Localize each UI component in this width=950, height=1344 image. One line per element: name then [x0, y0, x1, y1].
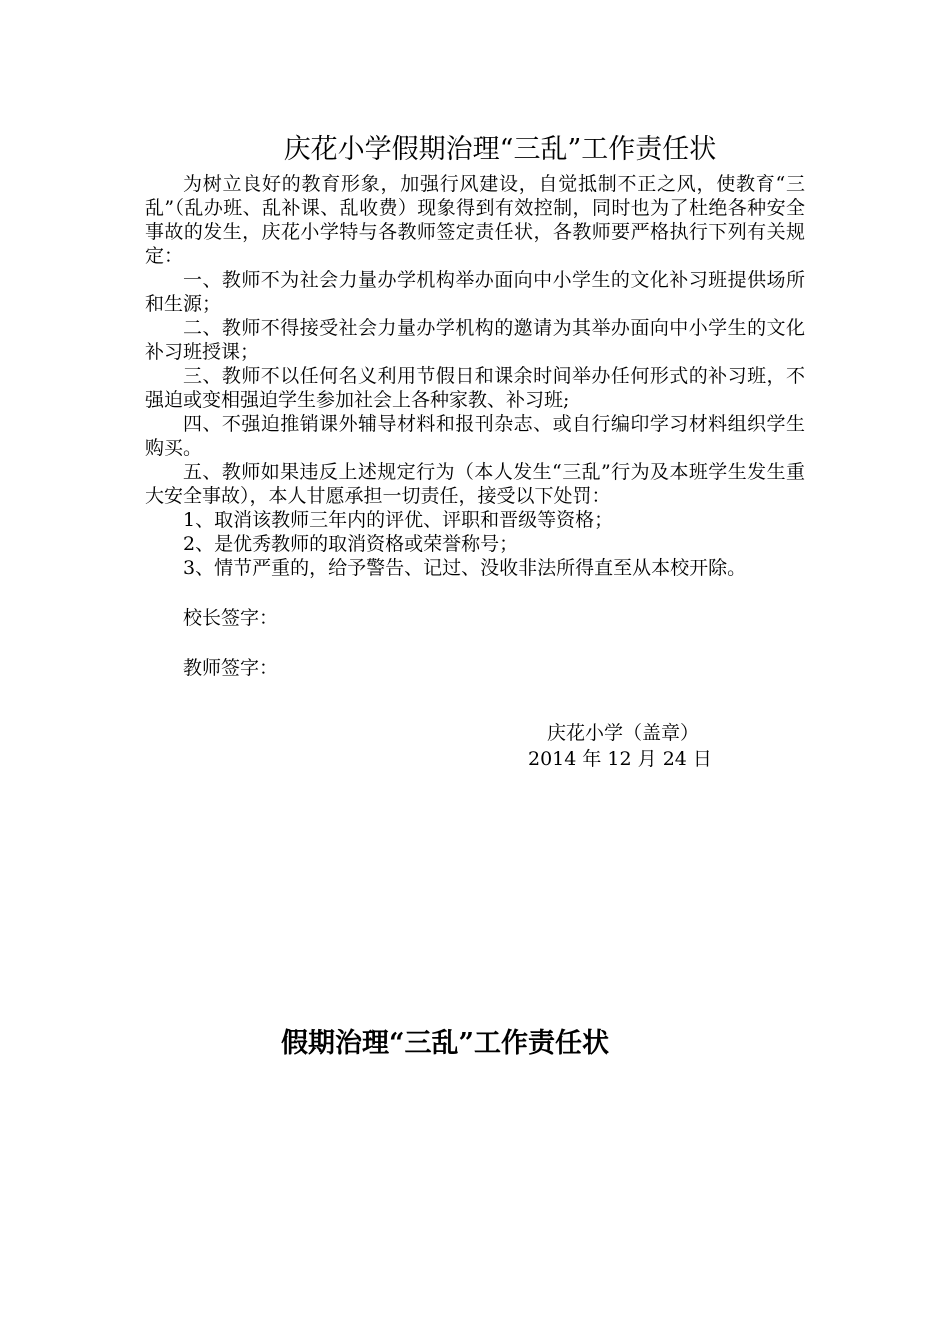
- rule-paragraph-1: 一、教师不为社会力量办学机构举办面向中小学生的文化补习班提供场所和生源；: [145, 269, 805, 315]
- teacher-signature-label: 教师签字：: [183, 657, 279, 679]
- penalty-item-2: 2、是优秀教师的取消资格或荣誉称号；: [183, 533, 519, 555]
- intro-paragraph: 为树立良好的教育形象，加强行风建设，自觉抵制不正之风，使教育“三乱”（乱办班、乱补课、乱收费）现象得到有效控制，同时也为了杜绝各种安全事故的发生，庆花小学特与各教师签定责任状，各教师要严格执行下列有关规定：: [145, 173, 805, 267]
- document-body: [145, 172, 805, 680]
- rule-paragraph-5: 五、教师如果违反上述规定行为（本人发生“三乱”行为及本班学生发生重大安全事故），本人甘愿承担一切责任，接受以下处罚：: [145, 461, 805, 507]
- school-stamp-label: 庆花小学（盖章）: [547, 722, 700, 744]
- rule-paragraph-3: 三、教师不以任何名义利用节假日和课余时间举办任何形式的补习班，不强迫或变相强迫学生参加社会上各种家教、补习班;: [145, 365, 805, 411]
- document-date: 2014 年 12 月 24 日: [528, 748, 712, 770]
- rule-paragraph-2: 二、教师不得接受社会力量办学机构的邀请为其举办面向中小学生的文化补习班授课；: [145, 317, 805, 363]
- penalty-item-3: 3、情节严重的，给予警告、记过、没收非法所得直至从本校开除。: [183, 557, 747, 579]
- principal-signature-label: 校长签字：: [183, 607, 279, 629]
- penalty-item-1: 1、取消该教师三年内的评优、评职和晋级等资格；: [183, 509, 614, 531]
- rule-paragraph-4: 四、不强迫推销课外辅导材料和报刊杂志、或自行编印学习材料组织学生购买。: [145, 413, 805, 459]
- signature-block: [520, 720, 780, 772]
- second-document-title: 假期治理“三乱”工作责任状: [280, 1028, 610, 1059]
- document-title: 庆花小学假期治理“三乱”工作责任状: [283, 134, 717, 165]
